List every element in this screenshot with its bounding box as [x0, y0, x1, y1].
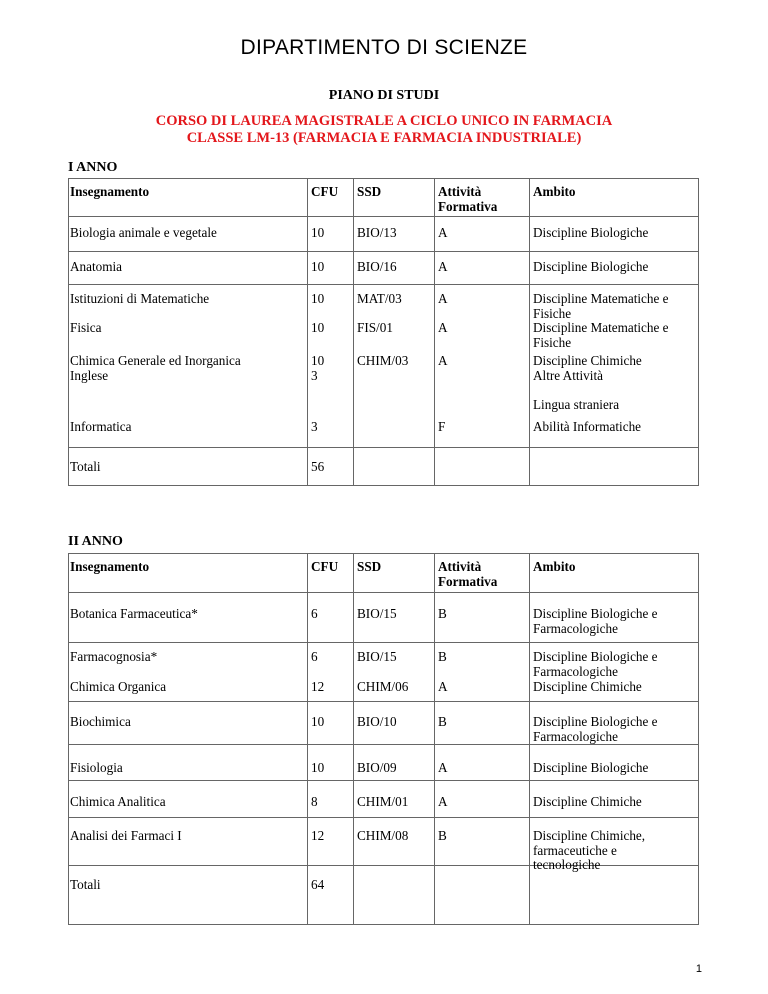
cell-ssd: FIS/01 [357, 320, 393, 335]
column-header-activity: Attività Formativa [438, 559, 498, 589]
column-divider [307, 553, 308, 925]
column-divider [434, 178, 435, 486]
course-title-line-1: CORSO DI LAUREA MAGISTRALE A CICLO UNICO IN FARMACIA [155, 113, 613, 129]
cell-activity: B [438, 828, 447, 843]
row-divider [68, 447, 699, 448]
column-divider [353, 553, 354, 925]
cell-scope: Discipline Biologiche [533, 760, 649, 775]
cell-cfu: 10 3 [311, 353, 325, 383]
cell-activity: A [438, 760, 448, 775]
cell-cfu: 10 [311, 225, 325, 240]
study-plan-table-year-1 [68, 178, 699, 486]
column-header-scope: Ambito [533, 559, 576, 574]
cell-cfu: 6 [311, 649, 318, 664]
cell-scope: Discipline Biologiche e Farmacologiche [533, 649, 658, 679]
cell-activity: A [438, 291, 448, 306]
cell-ssd: CHIM/06 [357, 679, 409, 694]
column-divider [529, 553, 530, 925]
row-divider [68, 284, 699, 285]
course-title-line-2: CLASSE LM-13 (FARMACIA E FARMACIA INDUSTRIALE) [186, 130, 582, 146]
cell-subject: Botanica Farmaceutica* [70, 606, 198, 621]
cell-activity: B [438, 649, 447, 664]
cell-activity: A [438, 320, 448, 335]
cell-cfu: 64 [311, 877, 325, 892]
row-divider [68, 592, 699, 593]
cell-activity: A [438, 679, 448, 694]
cell-subject: Analisi dei Farmaci I [70, 828, 182, 843]
cell-ssd: CHIM/01 [357, 794, 409, 809]
year-heading-1: I ANNO [68, 160, 118, 175]
column-header-subject: Insegnamento [70, 184, 150, 199]
cell-activity: B [438, 714, 447, 729]
cell-cfu: 3 [311, 419, 318, 434]
column-header-subject: Insegnamento [70, 559, 150, 574]
plan-title: PIANO DI STUDI [328, 88, 440, 103]
cell-cfu: 10 [311, 259, 325, 274]
row-divider [68, 251, 699, 252]
cell-scope: Discipline Biologiche e Farmacologiche [533, 714, 658, 744]
cell-activity: A [438, 259, 448, 274]
column-header-cfu: CFU [311, 184, 339, 199]
cell-cfu: 8 [311, 794, 318, 809]
cell-subject: Anatomia [70, 259, 123, 274]
cell-ssd: BIO/15 [357, 606, 397, 621]
column-divider [307, 178, 308, 486]
study-plan-table-year-2 [68, 553, 699, 925]
cell-cfu: 10 [311, 320, 325, 335]
cell-scope: Abilità Informatiche [533, 419, 642, 434]
cell-cfu: 12 [311, 679, 325, 694]
cell-scope: Discipline Biologiche [533, 225, 649, 240]
cell-subject: Fisica [70, 320, 102, 335]
cell-ssd: BIO/13 [357, 225, 397, 240]
cell-subject: Chimica Analitica [70, 794, 166, 809]
cell-cfu: 56 [311, 459, 325, 474]
cell-scope: Discipline Matematiche e Fisiche [533, 320, 669, 350]
cell-scope: Discipline Chimiche Altre Attività Lingua straniera [533, 353, 642, 412]
cell-scope: Discipline Chimiche [533, 679, 642, 694]
cell-ssd: BIO/09 [357, 760, 397, 775]
cell-cfu: 10 [311, 714, 325, 729]
column-header-cfu: CFU [311, 559, 339, 574]
cell-subject: Chimica Organica [70, 679, 167, 694]
row-divider [68, 216, 699, 217]
cell-cfu: 10 [311, 760, 325, 775]
cell-activity: F [438, 419, 446, 434]
cell-subject: Chimica Generale ed Inorganica Inglese [70, 353, 241, 383]
column-header-scope: Ambito [533, 184, 576, 199]
cell-ssd: MAT/03 [357, 291, 402, 306]
cell-scope: Discipline Matematiche e Fisiche [533, 291, 669, 321]
cell-activity: A [438, 794, 448, 809]
column-divider [434, 553, 435, 925]
cell-activity: A [438, 353, 448, 368]
cell-subject: Istituzioni di Matematiche [70, 291, 210, 306]
row-divider [68, 817, 699, 818]
cell-subject: Totali [70, 877, 101, 892]
column-header-ssd: SSD [357, 184, 382, 199]
column-divider [353, 178, 354, 486]
course-title [0, 113, 768, 147]
row-divider [68, 701, 699, 702]
cell-subject: Fisiologia [70, 760, 123, 775]
cell-subject: Informatica [70, 419, 132, 434]
cell-ssd: CHIM/03 [357, 353, 409, 368]
cell-cfu: 6 [311, 606, 318, 621]
cell-subject: Biochimica [70, 714, 131, 729]
column-header-ssd: SSD [357, 559, 382, 574]
cell-scope: Discipline Chimiche [533, 794, 642, 809]
cell-subject: Totali [70, 459, 101, 474]
cell-cfu: 10 [311, 291, 325, 306]
cell-activity: B [438, 606, 447, 621]
cell-ssd: CHIM/08 [357, 828, 409, 843]
row-divider [68, 780, 699, 781]
cell-cfu: 12 [311, 828, 325, 843]
year-heading-2: II ANNO [68, 534, 123, 549]
column-divider [529, 178, 530, 486]
column-header-activity: Attività Formativa [438, 184, 498, 214]
page-number: 1 [695, 963, 702, 975]
cell-ssd: BIO/16 [357, 259, 397, 274]
cell-scope: Discipline Biologiche [533, 259, 649, 274]
cell-ssd: BIO/15 [357, 649, 397, 664]
cell-scope: Discipline Chimiche, farmaceutiche e tecnologiche [533, 828, 646, 873]
department-header: DIPARTIMENTO DI SCIENZE [240, 36, 528, 59]
cell-scope: Discipline Biologiche e Farmacologiche [533, 606, 658, 636]
cell-subject: Biologia animale e vegetale [70, 225, 217, 240]
cell-activity: A [438, 225, 448, 240]
row-divider [68, 642, 699, 643]
cell-ssd: BIO/10 [357, 714, 397, 729]
cell-subject: Farmacognosia* [70, 649, 158, 664]
